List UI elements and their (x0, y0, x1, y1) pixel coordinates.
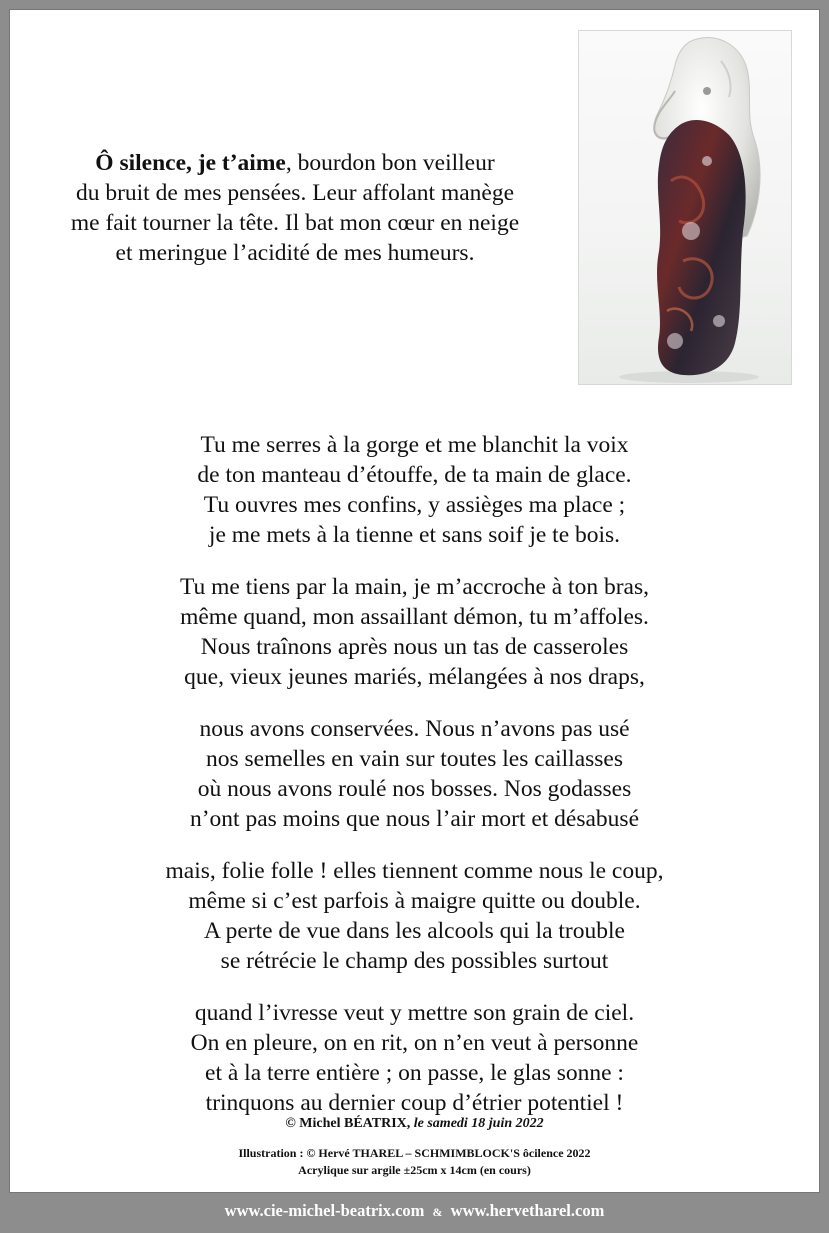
intro-first-line (30, 148, 560, 178)
poem-line: même quand, mon assaillant démon, tu m’affoles. (180, 604, 649, 630)
publication-date: le samedi 18 juin 2022 (413, 1116, 544, 1131)
poem-line: je me mets à la tienne et sans soif je te bois. (208, 522, 621, 548)
credits (10, 1115, 819, 1179)
poem-line: quand l’ivresse veut y mettre son grain de ciel. (194, 1000, 635, 1026)
poem-line: Tu me serres à la gorge et me blanchit la voix (200, 432, 629, 458)
site-link-herve-tharel[interactable]: www.hervetharel.com (450, 1201, 605, 1220)
poem-line: même si c’est parfois à maigre quitte ou double. (188, 888, 641, 914)
poem-line: n’ont pas moins que nous l’air mort et désabusé (189, 806, 640, 832)
poem-page (10, 10, 819, 1192)
poem-line: trinquons au dernier coup d’étrier potentiel ! (205, 1090, 624, 1116)
poem-line: se rétrécie le champ des possibles surtout (220, 948, 609, 974)
intro-lead-rest: , bourdon bon veilleur (285, 150, 495, 176)
ampersand: & (432, 1205, 443, 1219)
stanza (10, 572, 819, 692)
illustration-credit: Illustration : © Hervé THAREL – SCHMIMBLOCK'S ôcilence 2022 (238, 1146, 591, 1160)
poem-line: Tu me tiens par la main, je m’accroche à ton bras, (180, 574, 649, 600)
medium-credit: Acrylique sur argile ±25cm x 14cm (en cours) (298, 1163, 531, 1177)
poem-line: Nous traînons après nous un tas de casseroles (200, 634, 629, 660)
poem-line: A perte de vue dans les alcools qui la trouble (204, 918, 625, 944)
stanza (10, 856, 819, 976)
intro-line: me fait tourner la tête. Il bat mon cœur en neige (70, 210, 520, 236)
intro-lead-bold: Ô silence, je t’aime (95, 150, 286, 176)
sculpture-illustration (578, 30, 792, 385)
poem-line: que, vieux jeunes mariés, mélangées à nos draps, (184, 664, 645, 690)
poem-line: nos semelles en vain sur toutes les caillasses (205, 746, 624, 772)
stanza (10, 998, 819, 1118)
poem-line: où nous avons roulé nos bosses. Nos godasses (197, 776, 632, 802)
poem-line: de ton manteau d’étouffe, de ta main de glace. (197, 462, 632, 488)
author-name: © Michel BÉATRIX, (285, 1116, 411, 1131)
intro-line: du bruit de mes pensées. Leur affolant manège (75, 180, 515, 206)
poem-line: nous avons conservées. Nous n’avons pas usé (199, 716, 630, 742)
poem-line: mais, folie folle ! elles tiennent comme nous le coup, (165, 858, 664, 884)
poem-line: Tu ouvres mes confins, y assièges ma place ; (203, 492, 626, 518)
poem-line: et à la terre entière ; on passe, le glas sonne : (205, 1060, 624, 1086)
poem-body (10, 430, 819, 1140)
intro-stanza (30, 148, 560, 268)
intro-line: et meringue l’acidité de mes humeurs. (115, 240, 475, 266)
stanza (10, 430, 819, 550)
stanza (10, 714, 819, 834)
site-link-michel-beatrix[interactable]: www.cie-michel-beatrix.com (224, 1201, 425, 1220)
footer-links (0, 1196, 829, 1226)
clay-sculpture-photo-icon (579, 31, 791, 384)
author-credit (10, 1115, 819, 1133)
poem-line: On en pleure, on en rit, on n’en veut à personne (190, 1030, 639, 1056)
